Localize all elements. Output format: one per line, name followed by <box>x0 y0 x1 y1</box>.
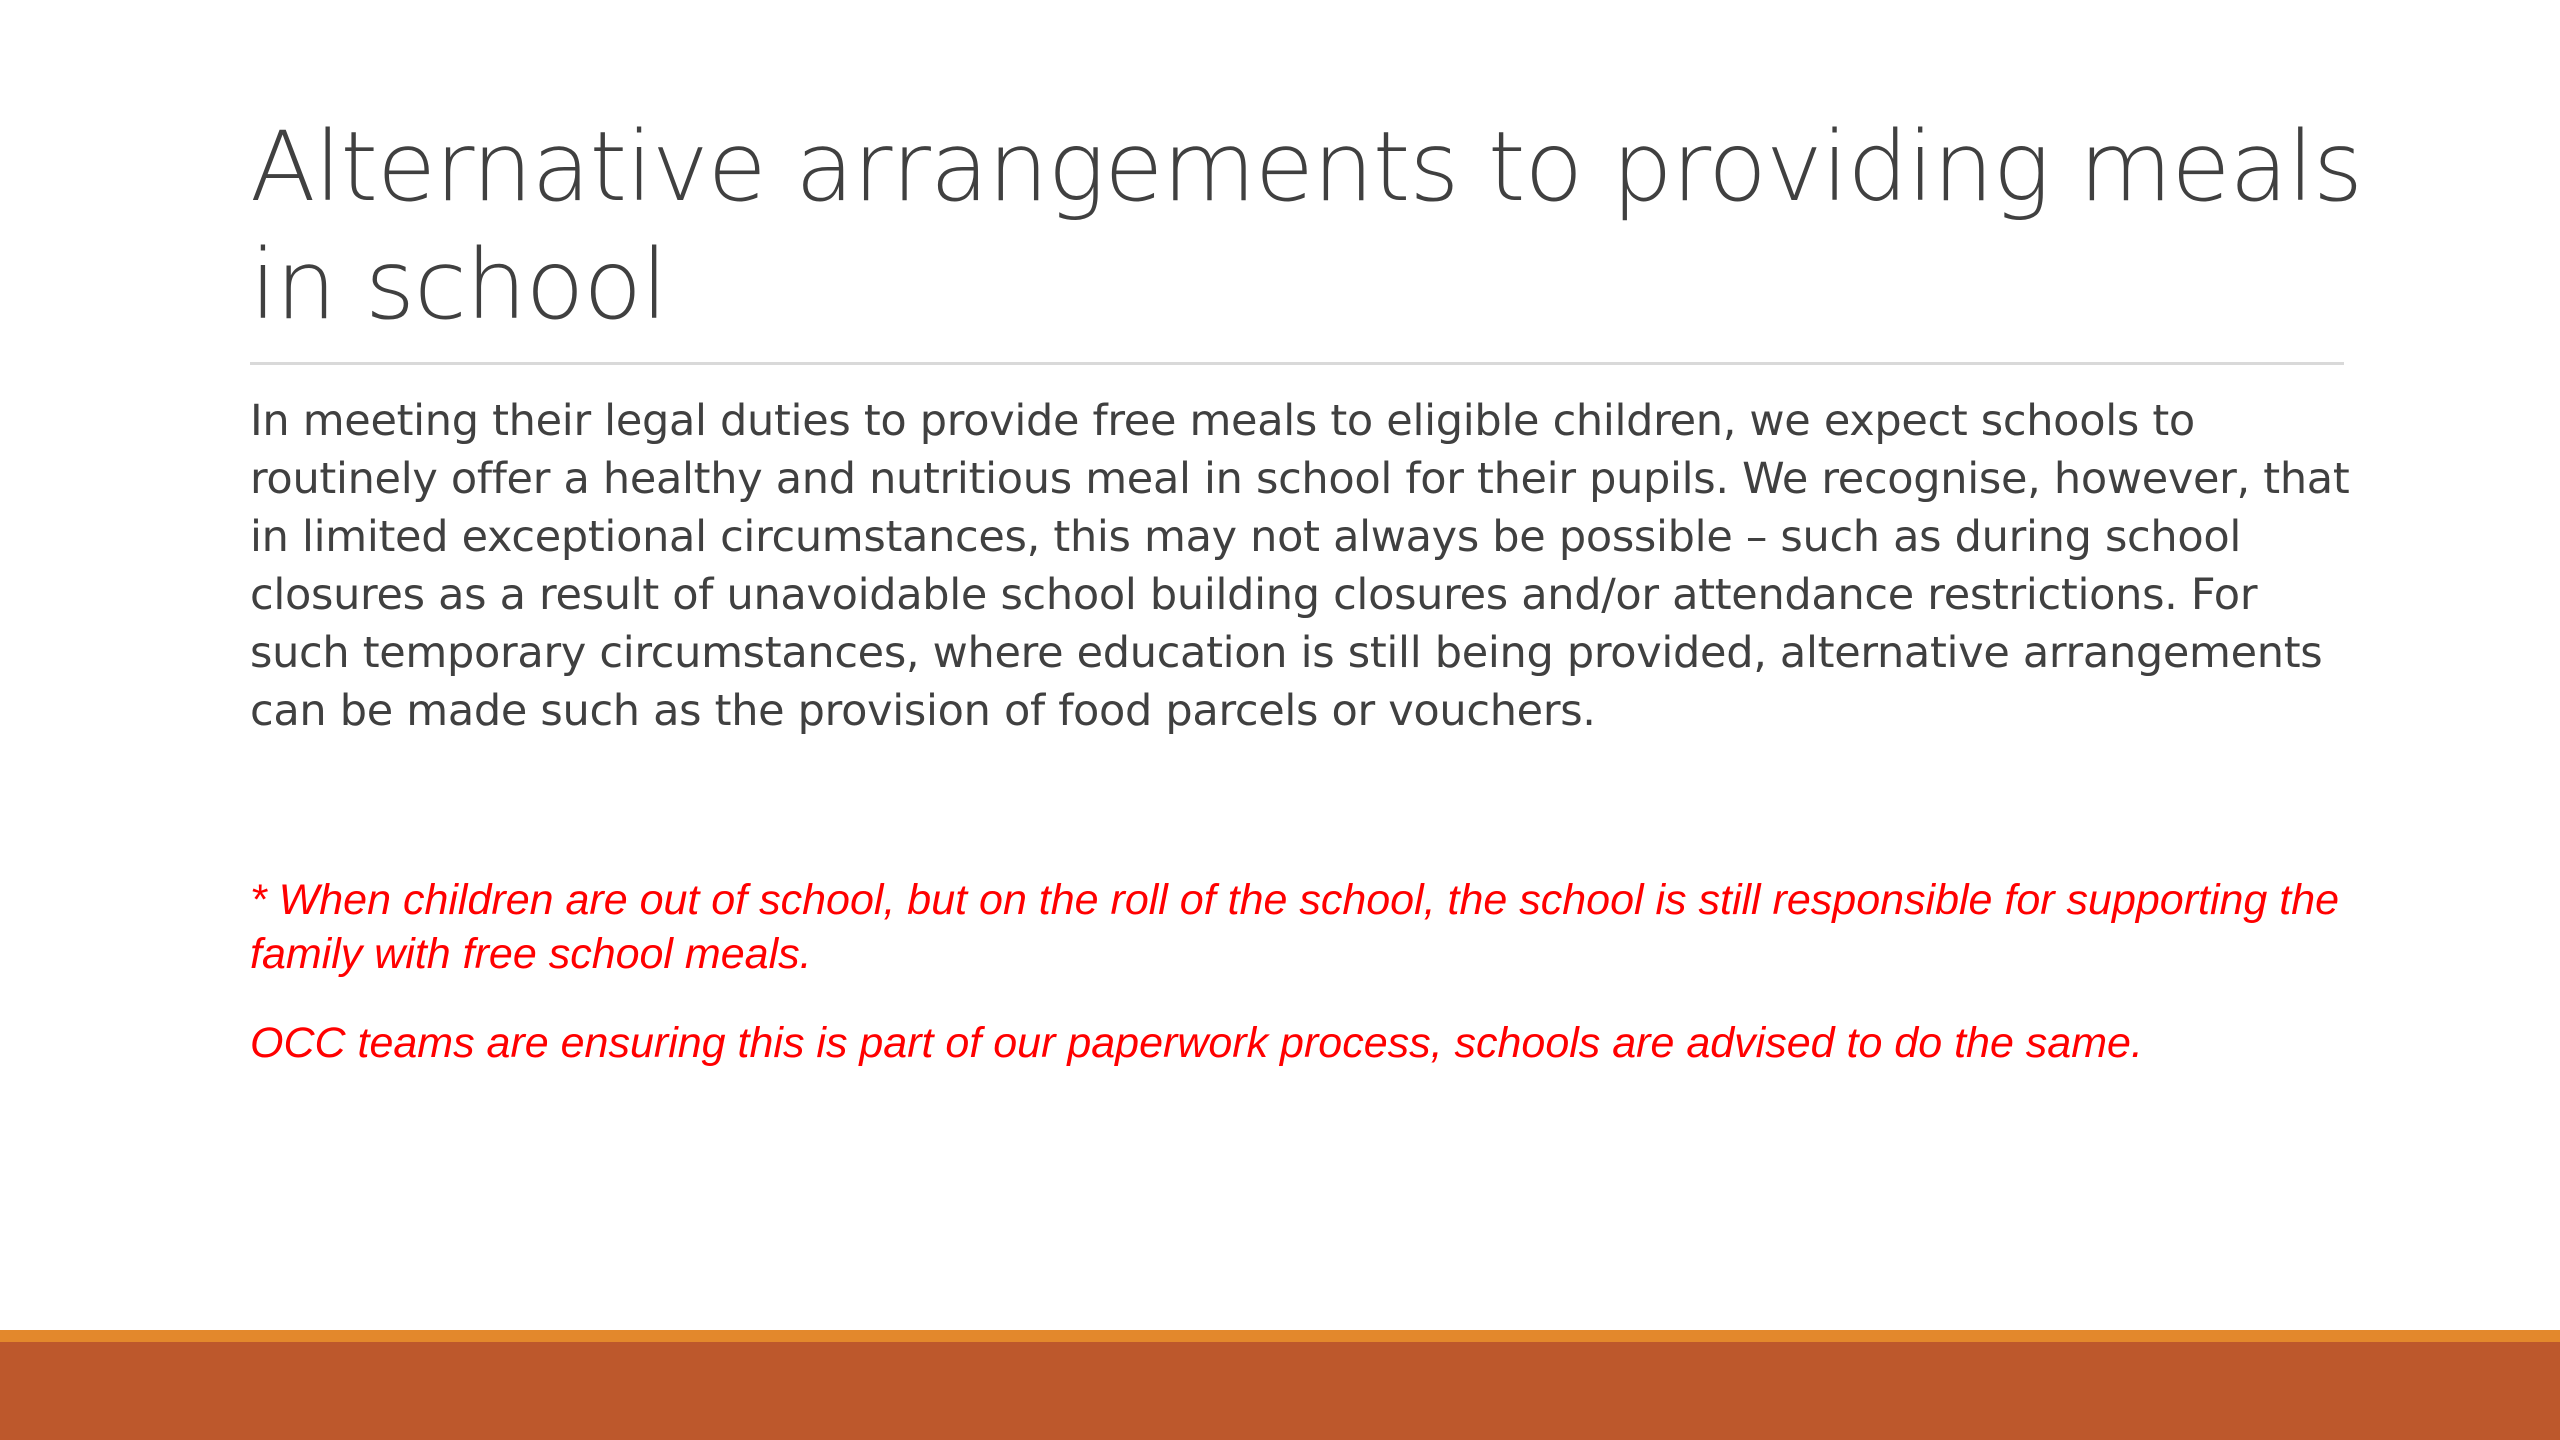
body-paragraph: In meeting their legal duties to provide free meals to eligible children, we expect schools to routinely offer a healthy and nutritious meal in school for their pupils. We recognise, however, that in limited exceptional circumstances, this may not always be possible – such as during school closures as a result of unavoidable school building closures and/or attendance restrictions. For such temporary circumstances, where education is still being provided, alternative arrangements can be made such as the provision of food parcels or vouchers. <box>250 396 2350 736</box>
note-occ-teams: OCC teams are ensuring this is part of our paperwork process, schools are advised to do the same. <box>250 1019 2143 1067</box>
footer-accent-band <box>0 1342 2560 1440</box>
slide-title: Alternative arrangements to providing meals in school <box>250 111 2362 341</box>
title-divider <box>250 362 2344 365</box>
note-responsibility: * When children are out of school, but on the roll of the school, the school is still responsible for supporting the family with free school meals. <box>250 876 2340 978</box>
footer-accent-stripe <box>0 1330 2560 1342</box>
